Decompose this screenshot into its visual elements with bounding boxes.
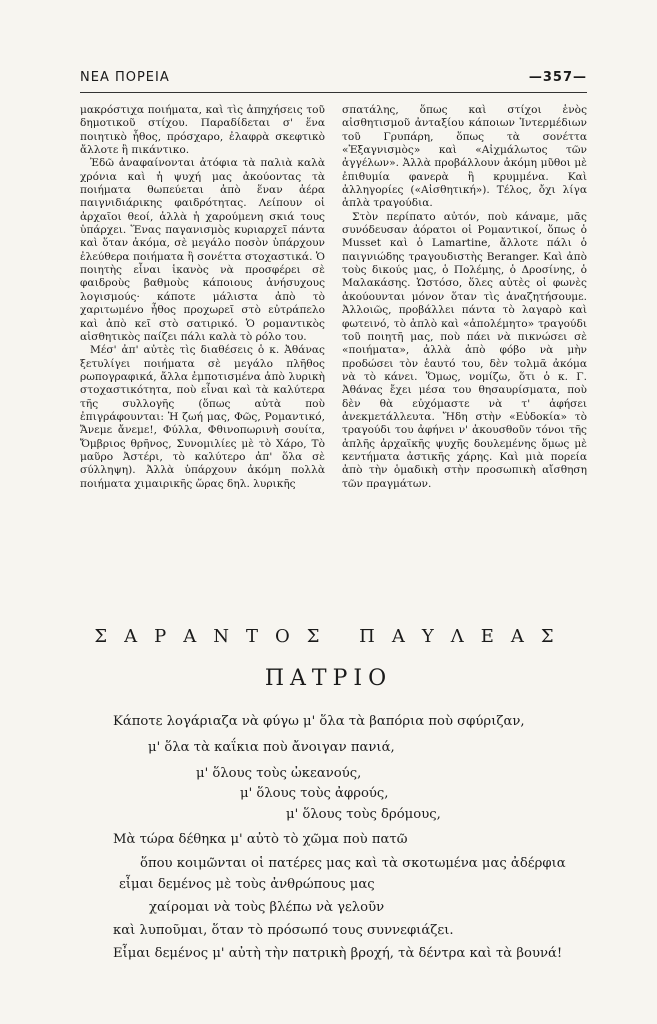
poem-line: μ' ὅλους τοὺς ὠκεανούς, [196, 766, 362, 781]
poem-line: Μὰ τώρα δέθηκα μ' αὐτὸ τὸ χῶμα ποὺ πατῶ [113, 832, 408, 847]
paragraph: Μέσ' ἀπ' αὐτὲς τὶς διαθέσεις ὁ κ. Ἀθάνας ξετυλίγει ποιήματα σὲ μεγάλο πλῆθος ρωπογραφικά, ἄλλα ἐμποτισμένα ἀπὸ λυρικὴ στοχαστικότητα, ποὺ εἶναι καὶ τὰ καλύτερα τῆς συλλογῆς (ὅπως αὐτὰ ποὺ ἐπιγράφουνται: Ἡ ζωή μας, Φῶς, Ρομαντικό, Ἄνεμε ἄνεμε!, Φύλλα, Φθινοπωρινὴ σουίτα, Ὄμβριος θρῆνος, Συνομιλίες μὲ τὸ Χάρο, Τὸ μαῦρο Ἀστέρι, τὸ καλύτερο ἀπ' ὅλα σὲ σύλληψη). Ἀλλὰ ὑπάρχουν ἀκόμη πολλὰ ποιήματα χιμαιρικῆς ὥρας δηλ. λυρικῆς [80, 344, 325, 490]
right-column [342, 104, 587, 491]
poem-line: μ' ὅλους τοὺς δρόμους, [286, 807, 441, 822]
paragraph: σπατάλης, ὅπως καὶ στίχοι ἑνὸς αἰσθητισμοῦ ἀνταξίου κάποιων Ἰντερμέδιων τοῦ Γρυπάρη, ὅπως τὰ σονέττα «Ἐξαγνισμὸς» καὶ «Αἰχμάλωτος τῶν ἀγγέλων». Ἀλλὰ προβάλλουν ἀκόμη μῦθοι μὲ ἐπιθυμία φανερὰ ἢ κρυμμένα. Καὶ ἀλληγορίες («Αἰσθητική»). Τέλος, ὄχι λίγα ἁπλὰ τραγούδια. [342, 104, 587, 210]
poem-title: ΠΑΤΡΙΟ [264, 666, 393, 691]
paragraph: Ἐδῶ ἀναφαίνονται ἀτόφια τὰ παλιὰ καλὰ χρόνια καὶ ἡ ψυχή μας ἀκούοντας τὰ ποιήματα θωπεύεται ἀπὸ ἕναν ἀέρα παιγνιδιάρικης φαιδρότητας. Λείπουν οἱ ἀρχαῖοι θεοί, ἀλλὰ ἡ χαρούμενη σκιά τους ὑπάρχει. Ἕνας παγανισμὸς κυριαρχεῖ πάντα καὶ ὅταν ἀκόμα, σὲ μεγάλο ποσὸν ὑπάρχουν ἐλεύθερα ποιήματα ἢ σονέττα στοχαστικά. Ὁ ποιητὴς εἶναι ἱκανὸς νὰ προσφέρει σὲ φαιδροὺς βαθμοὺς κάποιους ἀνήσυχους λογισμούς· κάποτε μάλιστα ἀπὸ τὸ χαριτωμένο ἦθος προχωρεῖ στὸ εὐτράπελο καὶ ἀπὸ κεῖ στὸ σατιρικό. Ὁ ρομαντικὸς αἰσθητικὸς παίζει πάλι καλὰ τὸ ρόλο του. [80, 157, 325, 343]
poem-line: Κάποτε λογάριαζα νὰ φύγω μ' ὅλα τὰ βαπόρια ποὺ σφύριζαν, [113, 714, 525, 729]
paragraph: Στὸν περίπατο αὐτόν, ποὺ κάναμε, μᾶς συνόδευσαν ἀόρατοι οἱ Ρομαντικοί, ὅπως ὁ Musset καὶ ὁ Lamartine, ἄλλοτε πάλι ὁ παιγνιώδης τραγουδιστὴς Beranger. Καὶ ἀπὸ τοὺς δικούς μας, ὁ Πολέμης, ὁ Δροσίνης, ὁ Μαλακάσης. Ὡστόσο, ὅλες αὐτὲς οἱ φωνὲς ἀκούουνται μόνον ὅταν τὶς ἀναζητήσουμε. Ἀλλοιῶς, προβάλλει πάντα τὸ λαγαρὸ καὶ φωτεινό, τὸ ἁπλὸ καὶ «ἀπολέμητο» τραγούδι τοῦ ποιητῆ μας, ποὺ πάει νὰ πικνώσει σὲ «ποιήματα», ἀλλὰ ἀπὸ φόβο νὰ μὴν προδώσει τὸν ἑαυτό του, δὲν τολμᾶ ἀκόμα νὰ τὸ κάνει. Ὅμως, νομίζω, ὅτι ὁ κ. Γ. Ἀθάνας ἔχει μέσα του θησαυρίσματα, ποὺ δὲν θὰ εὐχόμαστε νὰ τ' ἀφήσει ἀνεκμετάλλευτα. Ἤδη στὴν «Εὐδοκία» τὸ τραγούδι του ἀφήνει ν' ἀκουσθοῦν τόνοι τῆς ἁπλῆς ἀρχαϊκῆς ψυχῆς δουλεμένης ὅμως μὲ κεντήματα ἀστικῆς χάρης. Καὶ μιὰ πορεία ἀπὸ τὴν ὁμαδικὴ στὴν προσωπικὴ αἴσθηση τῶν πραγμάτων. [342, 210, 587, 490]
poem-line: μ' ὅλους τοὺς ἀφρούς, [240, 786, 389, 801]
left-column [80, 104, 325, 491]
journal-title: ΝΕΑ ΠΟΡΕΙΑ [80, 70, 170, 85]
page-header [80, 70, 587, 90]
poem-line: μ' ὅλα τὰ καΐκια ποὺ ἄνοιγαν πανιά, [148, 740, 395, 755]
page-number: —357— [528, 70, 587, 85]
poem-author: ΣΑΡΑΝΤΟΣ ΠΑΥΛΕΑΣ [94, 626, 571, 647]
poem-line: καὶ λυποῦμαι, ὅταν τὸ πρόσωπό τους συννεφιάζει. [113, 923, 454, 938]
header-rule [80, 92, 587, 93]
poem-line: χαίρομαι νὰ τοὺς βλέπω νὰ γελοῦν [149, 900, 385, 915]
paragraph: μακρόστιχα ποιήματα, καὶ τὶς ἀπηχήσεις τοῦ δημοτικοῦ στίχου. Παραδίδεται σ' ἕνα ποιητικὸ ἦθος, πρόσχαρο, ἐλαφρὰ σκεφτικὸ ἄλλοτε ἢ πικάντικο. [80, 104, 325, 157]
poem-line: εἶμαι δεμένος μὲ τοὺς ἀνθρώπους μας [119, 877, 375, 892]
poem-line: Εἶμαι δεμένος μ' αὐτὴ τὴν πατρικὴ βροχή, τὰ δέντρα καὶ τὰ βουνά! [113, 946, 563, 961]
article-columns [80, 104, 587, 554]
poem-line: ὅπου κοιμῶνται οἱ πατέρες μας καὶ τὰ σκοτωμένα μας ἀδέρφια [140, 856, 566, 871]
